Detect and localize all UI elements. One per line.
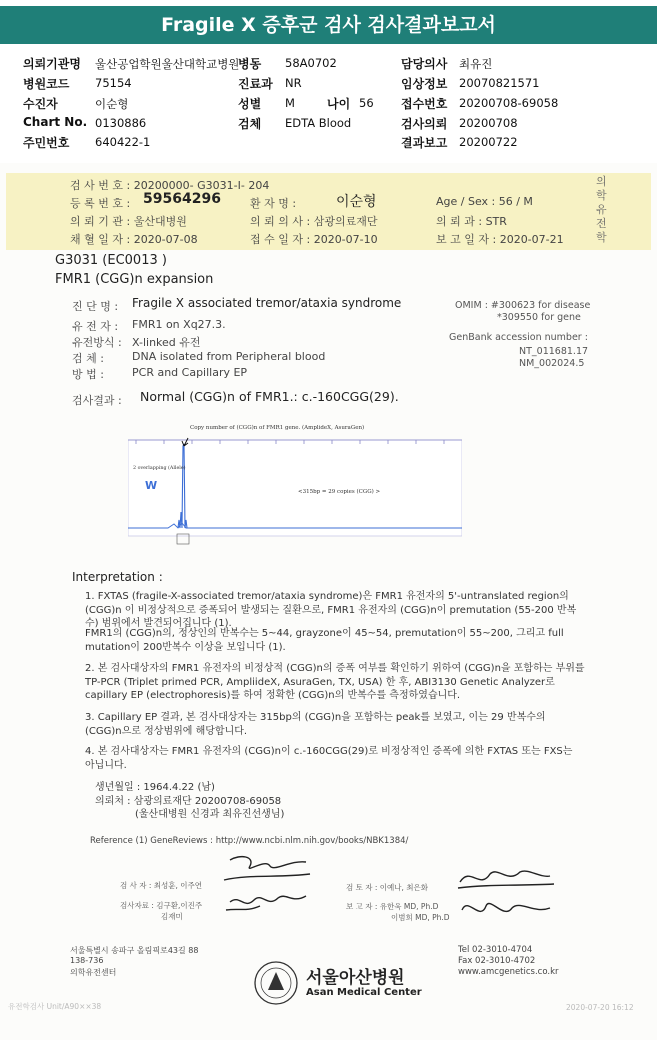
specimen-label: 검체 [238, 117, 262, 131]
result-label: 검사결과 : [72, 394, 122, 407]
chart-peak-label: 2 overlapping (Allele) [133, 466, 186, 471]
signature-2 [230, 896, 306, 903]
scan-patient-label: 환 자 명 : [250, 197, 297, 210]
reg-label: 등 록 번 호 : [70, 197, 131, 210]
inherit-value: X-linked 유전 [132, 336, 201, 349]
omim-line-1: OMIM : #300623 for disease [455, 300, 591, 311]
genetics-stamp: 의 학 유 전 학 [596, 175, 607, 244]
footer-left: 유전학검사 Unit/A90××38 [8, 1002, 102, 1011]
interp-p2: 2. 본 검사대상자의 FMR1 유전자의 비정상적 (CGG)n의 증폭 여부를 확인하기 위하여 (CGG)n을 포함하는 부위를 TP-PCR (Triplet primed PCR, AmpliideX, AsuraGen, TX, USA) 한 후, ABI3130 Genetic Analyzer로 capillary EP (electrophoresis)를 하여 정확한 (CGG)n의 반복수를 측정하였습니다. [85, 663, 585, 701]
reporter: 보 고 자 : 유한욱 MD, Ph.D [346, 902, 439, 911]
tester-signatures [210, 852, 330, 922]
chart-title: Copy number of (CGG)n of FMR1 gene. (AmplideX, AsuraGen) [190, 425, 365, 431]
clinical-label: 임상정보 [401, 77, 448, 91]
genbank-label: GenBank accession number : [449, 332, 588, 343]
dx-value: Fragile X associated tremor/ataxia syndrome [132, 296, 402, 310]
specimen-value-scan: DNA isolated from Peripheral blood [132, 350, 326, 363]
doctor-label: 담당의사 [401, 57, 448, 71]
signature-1-underline [224, 874, 310, 880]
reviewer-signatures [450, 862, 560, 930]
reg-value: 59564296 [143, 191, 221, 207]
receive-date: 접 수 일 자 : 2020-07-10 [250, 233, 378, 246]
req-label: 검사의뢰 [401, 117, 448, 131]
req-value: 20200708 [459, 116, 518, 130]
interpretation-title: Interpretation : [72, 570, 163, 584]
reference: Reference (1) GeneReviews : http://www.ncbi.nlm.nih.gov/books/NBK1384/ [90, 836, 409, 846]
ward-label: 병동 [238, 57, 262, 71]
test-code: G3031 (EC0013 ) [55, 253, 167, 268]
interp-p3: 3. Capillary EP 결과, 본 검사대상자는 315bp의 (CGG)n을 포함하는 peak를 보였고, 이는 29 반복수의 (CGG)n으로 정상범위에 해당합니다. [85, 712, 546, 737]
address-2: 138-736 [70, 956, 104, 965]
tester: 검 사 자 : 최성훈, 이주연 [120, 881, 203, 890]
fax: Fax 02-3010-4702 [458, 956, 536, 966]
chart-noise-mark: W [145, 479, 158, 492]
requester-detail: (울산대병원 신경과 최유진선생님) [135, 809, 285, 820]
tester-data-2: 김재미 [161, 912, 183, 921]
hcode-label: 병원코드 [23, 77, 70, 91]
footer-timestamp: 2020-07-20 16:12 [566, 1003, 634, 1012]
collect-date: 채 혈 일 자 : 2020-07-08 [70, 233, 198, 246]
interp-p1b: FMR1의 (CGG)n의, 정상인의 반복수는 5~44, grayzone이 45~54, premutation이 55~200, 그리고 full mutation이 200반복수 이상을 보입니다 (1). [85, 628, 564, 653]
electropherogram-svg [128, 420, 462, 548]
age-value: 56 [359, 96, 374, 110]
result-value: Normal (CGG)n of FMR1.: c.-160CGG(29). [140, 389, 399, 404]
inherit-label: 유전방식 : [72, 336, 122, 349]
test-name: FMR1 (CGG)n expansion [55, 272, 214, 287]
hospital-name-ko: 서울아산병원 [306, 968, 405, 988]
specimen-label-scan: 검 체 : [72, 352, 104, 365]
recv-label: 접수번호 [401, 97, 448, 111]
signature-4 [462, 903, 550, 911]
gene-label: 유 전 자 : [72, 320, 119, 333]
specimen-value: EDTA Blood [285, 116, 352, 130]
sex-value: M [285, 96, 295, 110]
requester: 의뢰처 : 삼광의료재단 20200708-69058 [95, 796, 282, 807]
signature-1 [230, 857, 306, 869]
inst-value: 울산공업학원울산대학교병원 [95, 57, 240, 71]
rrn-value: 640422-1 [95, 135, 151, 149]
req-inst: 의 뢰 기 관 : 울산대병원 [70, 215, 187, 228]
address-1: 서울특별시 송파구 올림픽로43길 88 [70, 946, 199, 955]
signature-3-underline [458, 884, 554, 888]
signature-3 [460, 871, 550, 882]
dept-label: 진료과 [238, 77, 273, 91]
address-3: 의학유전센터 [70, 968, 117, 977]
report-title: Fragile X 증후군 검사 검사결과보고서 [0, 6, 657, 44]
scan-patient-value: 이순형 [336, 194, 377, 210]
recv-value: 20200708-69058 [459, 96, 559, 110]
doctor-value: 최유진 [459, 57, 493, 71]
method-value: PCR and Capillary EP [132, 366, 248, 379]
report-label: 결과보고 [401, 136, 448, 150]
telephone: Tel 02-3010-4704 [458, 945, 533, 955]
report-date: 보 고 일 자 : 2020-07-21 [436, 233, 564, 246]
clinical-value: 20070821571 [459, 76, 540, 90]
genbank-nt: NT_011681.17 [519, 346, 589, 357]
inst-label: 의뢰기관명 [23, 57, 81, 71]
electropherogram [128, 420, 462, 548]
birth-date: 생년월일 : 1964.4.22 (남) [95, 782, 215, 793]
interp-p1: 1. FXTAS (fragile-X-associated tremor/ataxia syndrome)은 FMR1 유전자의 5'-untranslated region의 (CGG)n 이 비정상적으로 증폭되어 발생되는 질환으로, FMR1 유전자의 (CGG)n이 premutation (55-200 반복수) 범위에서 발견되어집니다 (1). [85, 591, 577, 629]
signature-2-stroke [226, 906, 260, 910]
tester-data: 검사자료 : 김구환,이진주 [120, 901, 203, 910]
gene-value: FMR1 on Xq27.3. [132, 318, 226, 331]
hospital-name-en: Asan Medical Center [306, 987, 422, 998]
chart-label: Chart No. [23, 115, 88, 129]
chart-annotation: <315bp = 29 copies (CGG) > [298, 489, 381, 495]
interp-p4: 4. 본 검사대상자는 FMR1 유전자의 (CGG)n이 c.-160CGG(29)로 비정상적인 증폭에 의한 FXTAS 또는 FXS는 아닙니다. [85, 746, 573, 771]
age-sex: Age / Sex : 56 / M [436, 195, 533, 208]
patient-value: 이순형 [95, 97, 129, 111]
patient-label: 수진자 [23, 97, 58, 111]
chart-plot-area [128, 440, 462, 536]
dept-value: NR [285, 76, 302, 90]
dx-label: 진 단 명 : [72, 300, 119, 313]
test-number: 검 사 번 호 : 20200000- G3031-I- 204 [70, 179, 270, 192]
omim-line-2: *309550 for gene [497, 312, 581, 323]
rrn-label: 주민번호 [23, 136, 70, 150]
req-dept: 의 뢰 과 : STR [436, 215, 507, 228]
hcode-value: 75154 [95, 76, 132, 90]
website: www.amcgenetics.co.kr [458, 967, 559, 977]
reporter-2: 이범희 MD, Ph.D [391, 913, 450, 922]
report-value: 20200722 [459, 135, 518, 149]
genbank-nm: NM_002024.5 [519, 358, 585, 369]
asan-foundation-logo [253, 960, 299, 1006]
ward-value: 58A0702 [285, 56, 337, 70]
sex-label: 성별 [238, 97, 262, 111]
req-doc: 의 뢰 의 사 : 삼광의료재단 [250, 215, 378, 228]
age-label: 나이 [327, 97, 351, 111]
method-label: 방 법 : [72, 368, 104, 381]
reviewer: 검 토 자 : 이예나, 최은화 [346, 883, 429, 892]
chart-value: 0130886 [95, 116, 147, 130]
